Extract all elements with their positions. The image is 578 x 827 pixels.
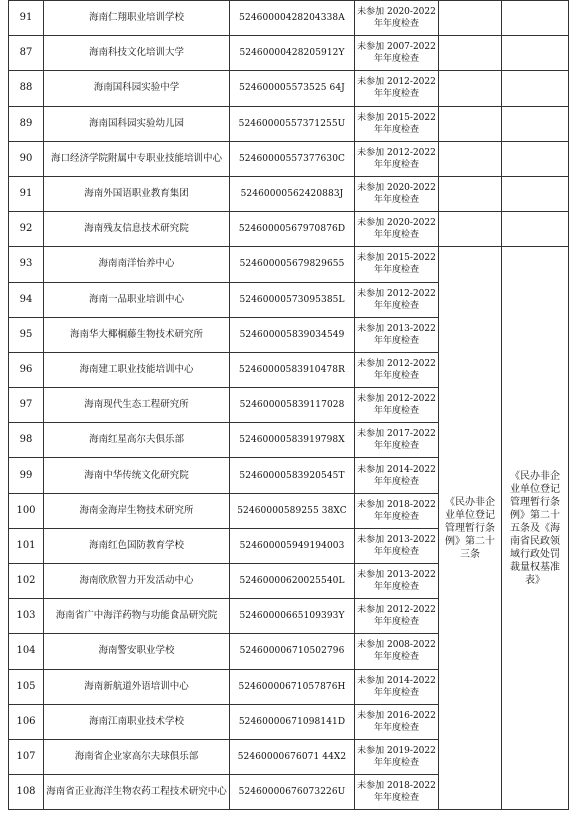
legal-basis-penalty: 《民办非企业单位登记管理暂行条例》第二十五条及《海南省民政领域行政处罚裁量权基准表》 — [502, 247, 569, 810]
organization-name: 海南南洋怡养中心 — [44, 247, 230, 282]
organization-name: 海南建工职业技能培训中心 — [44, 352, 230, 387]
row-number: 102 — [9, 564, 44, 599]
inspection-status: 未参加 2013-2022 年年度检查 — [355, 564, 439, 599]
organization-name: 海南金海岸生物技术研究所 — [44, 493, 230, 528]
legal-basis-violation: 《民办非企业单位登记管理暂行条例》第二十三条 — [439, 247, 502, 810]
row-number: 108 — [9, 775, 44, 810]
table-row — [9, 36, 569, 71]
inspection-status: 未参加 2019-2022 年年度检查 — [355, 739, 439, 774]
row-number: 103 — [9, 599, 44, 634]
empty-cell — [502, 1, 569, 36]
credit-code: 52460000583920545T — [230, 458, 355, 493]
inspection-status: 未参加 2012-2022 年年度检查 — [355, 388, 439, 423]
organization-name: 海南现代生态工程研究所 — [44, 388, 230, 423]
credit-code: 52460000620025540L — [230, 564, 355, 599]
inspection-status: 未参加 2020-2022 年年度检查 — [355, 212, 439, 247]
organization-name: 海南江南职业技术学校 — [44, 704, 230, 739]
organization-name: 海南新航道外语培训中心 — [44, 669, 230, 704]
records-table-body — [9, 1, 569, 810]
credit-code: 524600005679829655 — [230, 247, 355, 282]
credit-code: 52460000665109393Y — [230, 599, 355, 634]
row-number: 90 — [9, 141, 44, 176]
credit-code: 524600005839117028 — [230, 388, 355, 423]
credit-code: 52460000671098141D — [230, 704, 355, 739]
inspection-status: 未参加 2015-2022 年年度检查 — [355, 247, 439, 282]
organization-name: 海南仁翔职业培训学校 — [44, 1, 230, 36]
row-number: 88 — [9, 71, 44, 106]
credit-code: 52460000428204338A — [230, 1, 355, 36]
inspection-status: 未参加 2020-2022 年年度检查 — [355, 176, 439, 211]
credit-code: 52460000557371255U — [230, 106, 355, 141]
organization-name: 海南外国语职业教育集团 — [44, 176, 230, 211]
credit-code: 52460000573095385L — [230, 282, 355, 317]
organization-name: 海南省正业海洋生物农药工程技术研究中心 — [44, 775, 230, 810]
credit-code: 52460000671057876H — [230, 669, 355, 704]
organization-name: 海南国科园实验中学 — [44, 71, 230, 106]
organization-name: 海口经济学院附属中专职业技能培训中心 — [44, 141, 230, 176]
empty-cell — [502, 212, 569, 247]
empty-cell — [439, 176, 502, 211]
inspection-status: 未参加 2012-2022 年年度检查 — [355, 599, 439, 634]
organization-name: 海南一品职业培训中心 — [44, 282, 230, 317]
table-row — [9, 71, 569, 106]
credit-code: 52460000583919798X — [230, 423, 355, 458]
row-number: 106 — [9, 704, 44, 739]
table-row — [9, 247, 569, 282]
row-number: 95 — [9, 317, 44, 352]
empty-cell — [439, 71, 502, 106]
inspection-status: 未参加 2014-2022 年年度检查 — [355, 669, 439, 704]
row-number: 94 — [9, 282, 44, 317]
inspection-status: 未参加 2012-2022 年年度检查 — [355, 282, 439, 317]
inspection-status: 未参加 2012-2022 年年度检查 — [355, 141, 439, 176]
credit-code: 52460000567970876D — [230, 212, 355, 247]
organization-name: 海南国科园实验幼儿园 — [44, 106, 230, 141]
organization-name: 海南红色国防教育学校 — [44, 528, 230, 563]
inspection-status: 未参加 2014-2022 年年度检查 — [355, 458, 439, 493]
empty-cell — [502, 141, 569, 176]
credit-code: 524600005839034549 — [230, 317, 355, 352]
organization-name: 海南华大椰榈藤生物技术研究所 — [44, 317, 230, 352]
organization-name: 海南残友信息技术研究院 — [44, 212, 230, 247]
row-number: 92 — [9, 212, 44, 247]
table-row — [9, 176, 569, 211]
row-number: 104 — [9, 634, 44, 669]
empty-cell — [439, 106, 502, 141]
credit-code: 524600006710502796 — [230, 634, 355, 669]
row-number: 100 — [9, 493, 44, 528]
organization-name: 海南省企业家高尔夫球俱乐部 — [44, 739, 230, 774]
organization-name: 海南省广中海洋药物与功能食品研究院 — [44, 599, 230, 634]
organization-name: 海南科技文化培训大学 — [44, 36, 230, 71]
table-row — [9, 141, 569, 176]
row-number: 87 — [9, 36, 44, 71]
empty-cell — [439, 1, 502, 36]
inspection-status: 未参加 2013-2022 年年度检查 — [355, 317, 439, 352]
inspection-status: 未参加 2013-2022 年年度检查 — [355, 528, 439, 563]
organization-name: 海南警安职业学校 — [44, 634, 230, 669]
organization-name: 海南中华传统文化研究院 — [44, 458, 230, 493]
credit-code: 52460000583910478R — [230, 352, 355, 387]
inspection-status: 未参加 2015-2022 年年度检查 — [355, 106, 439, 141]
row-number: 107 — [9, 739, 44, 774]
organization-name: 海南红星高尔夫俱乐部 — [44, 423, 230, 458]
row-number: 96 — [9, 352, 44, 387]
empty-cell — [502, 71, 569, 106]
empty-cell — [439, 36, 502, 71]
empty-cell — [439, 141, 502, 176]
inspection-status: 未参加 2012-2022 年年度检查 — [355, 71, 439, 106]
table-row — [9, 1, 569, 36]
row-number: 98 — [9, 423, 44, 458]
credit-code: 524600005949194003 — [230, 528, 355, 563]
inspection-status: 未参加 2017-2022 年年度检查 — [355, 423, 439, 458]
row-number: 89 — [9, 106, 44, 141]
row-number: 93 — [9, 247, 44, 282]
inspection-status: 未参加 2016-2022 年年度检查 — [355, 704, 439, 739]
credit-code: 52460000676071 44X2 — [230, 739, 355, 774]
inspection-status: 未参加 2018-2022 年年度检查 — [355, 493, 439, 528]
inspection-status: 未参加 2007-2022 年年度检查 — [355, 36, 439, 71]
row-number: 99 — [9, 458, 44, 493]
row-number: 97 — [9, 388, 44, 423]
records-table — [8, 0, 569, 810]
row-number: 91 — [9, 176, 44, 211]
row-number: 101 — [9, 528, 44, 563]
credit-code: 52460000676073226U — [230, 775, 355, 810]
credit-code: 52460000557377630C — [230, 141, 355, 176]
credit-code: 52460000562420883J — [230, 176, 355, 211]
empty-cell — [502, 176, 569, 211]
organization-name: 海南欣欣智力开发活动中心 — [44, 564, 230, 599]
row-number: 91 — [9, 1, 44, 36]
inspection-status: 未参加 2012-2022 年年度检查 — [355, 352, 439, 387]
table-row — [9, 106, 569, 141]
inspection-status: 未参加 2008-2022 年年度检查 — [355, 634, 439, 669]
inspection-status: 未参加 2020-2022 年年度检查 — [355, 1, 439, 36]
row-number: 105 — [9, 669, 44, 704]
empty-cell — [502, 106, 569, 141]
table-row — [9, 212, 569, 247]
empty-cell — [439, 212, 502, 247]
credit-code: 524600005573525 64J — [230, 71, 355, 106]
empty-cell — [502, 36, 569, 71]
credit-code: 52460000428205912Y — [230, 36, 355, 71]
credit-code: 52460000589255 38XC — [230, 493, 355, 528]
inspection-status: 未参加 2018-2022 年年度检查 — [355, 775, 439, 810]
